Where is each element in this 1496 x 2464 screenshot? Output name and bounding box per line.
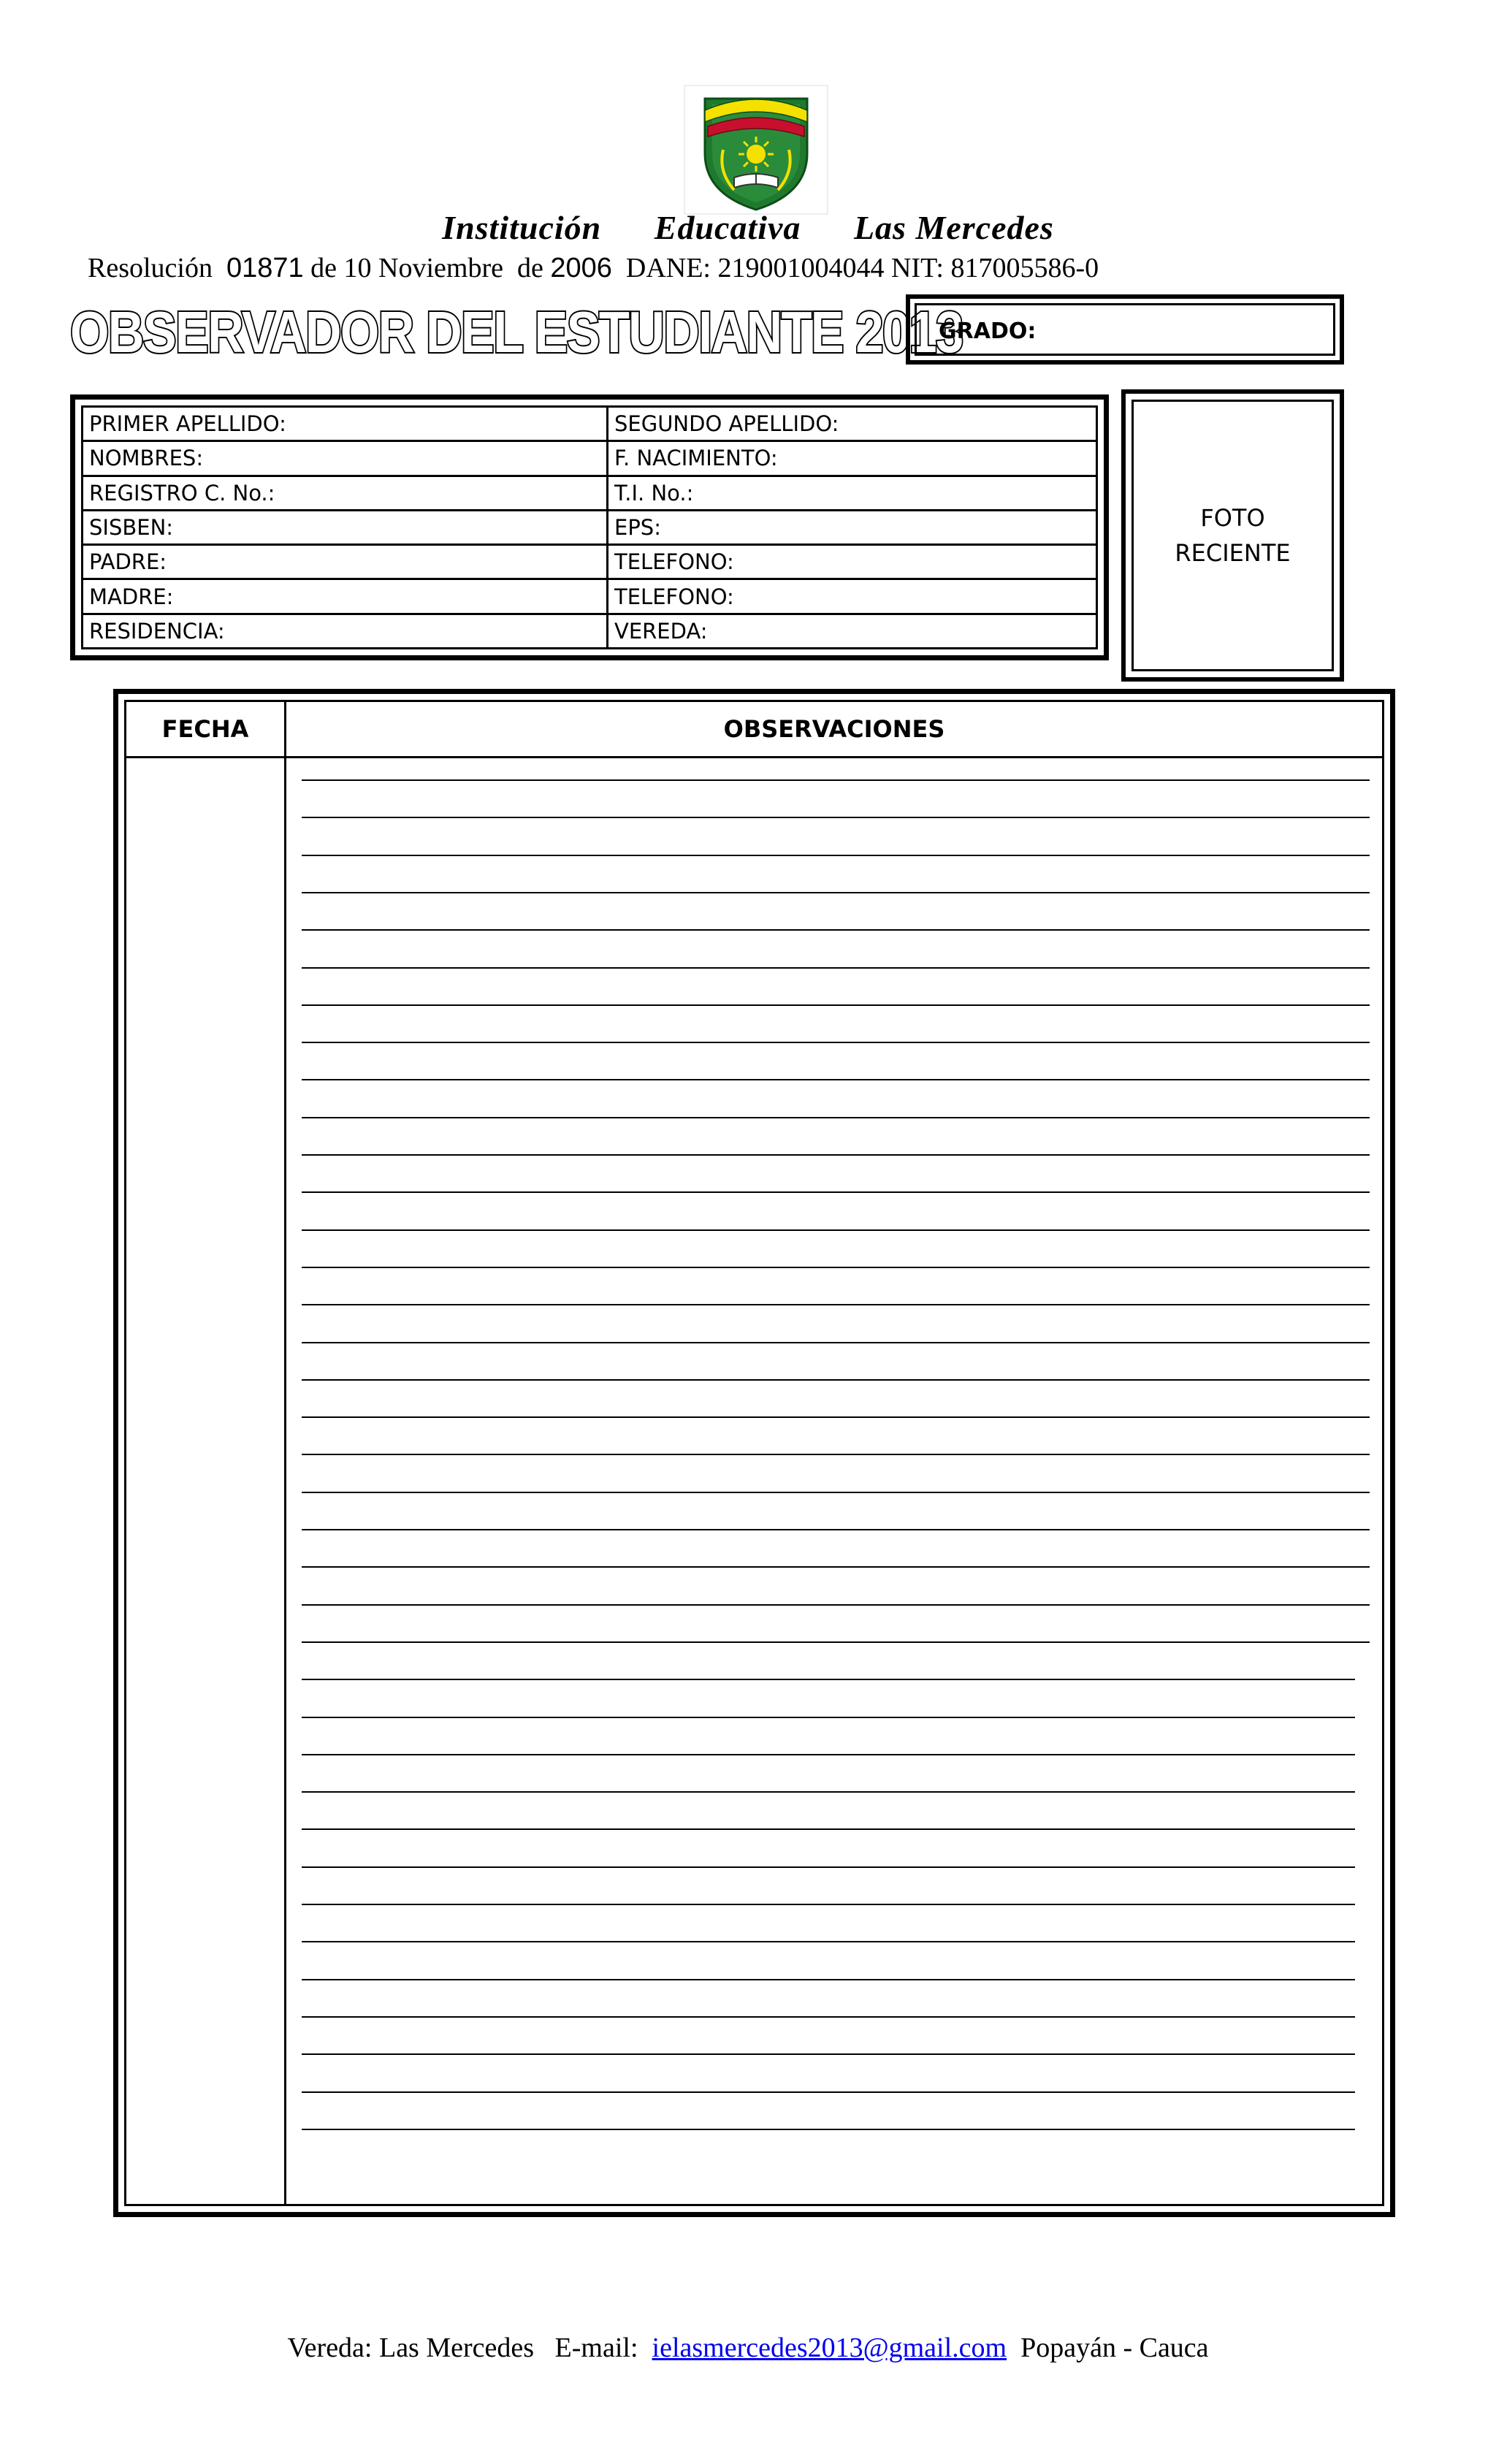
- grado-field[interactable]: [915, 303, 1335, 356]
- observation-line[interactable]: [302, 1117, 1370, 1118]
- resolution-year: 2006: [550, 253, 612, 283]
- info-field[interactable]: NOMBRES:: [83, 441, 608, 476]
- observation-line[interactable]: [302, 1754, 1355, 1755]
- info-field[interactable]: T.I. No.:: [608, 476, 1097, 510]
- info-field[interactable]: TELEFONO:: [608, 579, 1097, 614]
- info-row: [83, 579, 1097, 614]
- observation-line[interactable]: [302, 1304, 1370, 1305]
- info-field[interactable]: VEREDA:: [608, 614, 1097, 648]
- observation-line[interactable]: [302, 1828, 1355, 1830]
- student-info-box: [70, 394, 1109, 660]
- observation-line[interactable]: [302, 1154, 1370, 1156]
- resolution-label: Resolución: [88, 253, 213, 283]
- info-field[interactable]: TELEFONO:: [608, 545, 1097, 579]
- institution-word-1: Institución: [442, 209, 602, 246]
- observation-line[interactable]: [302, 892, 1370, 893]
- observation-line[interactable]: [302, 1904, 1355, 1905]
- observation-line[interactable]: [302, 1267, 1370, 1268]
- observation-line[interactable]: [302, 1866, 1355, 1868]
- info-field[interactable]: F. NACIMIENTO:: [608, 441, 1097, 476]
- observation-line[interactable]: [302, 1566, 1370, 1568]
- resolution-de: de: [516, 253, 543, 283]
- observation-line[interactable]: [302, 1454, 1370, 1455]
- institution-word-2: Educativa: [654, 209, 801, 246]
- info-field[interactable]: SEGUNDO APELLIDO:: [608, 407, 1097, 441]
- info-row: [83, 407, 1097, 441]
- observation-line[interactable]: [302, 1004, 1370, 1006]
- observation-line[interactable]: [302, 929, 1370, 931]
- resolution-number: 01871: [226, 253, 304, 283]
- observation-line[interactable]: [302, 2053, 1355, 2055]
- observation-line[interactable]: [302, 1379, 1370, 1381]
- institution-word-3: Las Mercedes: [853, 209, 1054, 246]
- school-crest-logo: [683, 84, 829, 215]
- observation-line[interactable]: [302, 1042, 1370, 1043]
- observation-line[interactable]: [302, 2091, 1355, 2093]
- resolution-date: de 10 Noviembre: [310, 253, 503, 283]
- observation-line[interactable]: [302, 1979, 1355, 1980]
- observation-line[interactable]: [302, 1679, 1355, 1680]
- observation-line[interactable]: [302, 1941, 1355, 1942]
- dane-nit: DANE: 219001004044 NIT: 817005586-0: [625, 253, 1099, 283]
- photo-label-1: FOTO: [1200, 504, 1265, 532]
- observation-line[interactable]: [302, 817, 1370, 818]
- info-field[interactable]: EPS:: [608, 510, 1097, 544]
- photo-box: [1121, 389, 1344, 682]
- photo-placeholder: [1131, 400, 1334, 671]
- observations-table: [124, 700, 1384, 2206]
- info-field[interactable]: PADRE:: [83, 545, 608, 579]
- observation-line[interactable]: [302, 2016, 1355, 2018]
- footer: [0, 2332, 1496, 2364]
- observation-line[interactable]: [302, 1604, 1370, 1606]
- resolution-line: [88, 252, 1099, 284]
- footer-vereda: Vereda: Las Mercedes: [287, 2333, 535, 2363]
- observation-line[interactable]: [302, 967, 1370, 969]
- info-row: [83, 510, 1097, 544]
- student-info-table: [81, 405, 1098, 649]
- observation-line[interactable]: [302, 2129, 1355, 2130]
- observation-line[interactable]: [302, 1079, 1370, 1080]
- observation-line[interactable]: [302, 1791, 1355, 1793]
- footer-email-label: E-mail:: [554, 2333, 638, 2363]
- info-row: [83, 545, 1097, 579]
- info-field[interactable]: SISBEN:: [83, 510, 608, 544]
- observation-line[interactable]: [302, 1229, 1370, 1231]
- grado-label: GRADO:: [939, 319, 1037, 344]
- observation-line[interactable]: [302, 1191, 1370, 1193]
- grado-box: [906, 294, 1344, 365]
- fecha-column-header: FECHA: [161, 715, 249, 743]
- institution-name: [0, 208, 1496, 247]
- info-field[interactable]: REGISTRO C. No.:: [83, 476, 608, 510]
- observation-line[interactable]: [302, 1641, 1370, 1643]
- info-field[interactable]: RESIDENCIA:: [83, 614, 608, 648]
- observation-lines: [302, 702, 1367, 2204]
- observation-line[interactable]: [302, 1342, 1370, 1343]
- observation-line[interactable]: [302, 855, 1370, 856]
- column-divider: [284, 702, 286, 2204]
- observation-line[interactable]: [302, 1492, 1370, 1493]
- page-title: OBSERVADOR DEL ESTUDIANTE 2013: [70, 300, 963, 365]
- info-field[interactable]: PRIMER APELLIDO:: [83, 407, 608, 441]
- observations-box: [113, 689, 1395, 2217]
- info-row: [83, 441, 1097, 476]
- info-field[interactable]: MADRE:: [83, 579, 608, 614]
- info-row: [83, 614, 1097, 648]
- observation-line[interactable]: [302, 1416, 1370, 1418]
- photo-label-2: RECIENTE: [1175, 539, 1291, 567]
- observation-line[interactable]: [302, 1717, 1355, 1718]
- observaciones-column-header: OBSERVACIONES: [723, 715, 945, 743]
- footer-email-link[interactable]: ielasmercedes2013@gmail.com: [652, 2333, 1007, 2363]
- footer-city: Popayán - Cauca: [1020, 2333, 1209, 2363]
- observation-line[interactable]: [302, 779, 1370, 781]
- info-row: [83, 476, 1097, 510]
- observation-line[interactable]: [302, 1529, 1370, 1530]
